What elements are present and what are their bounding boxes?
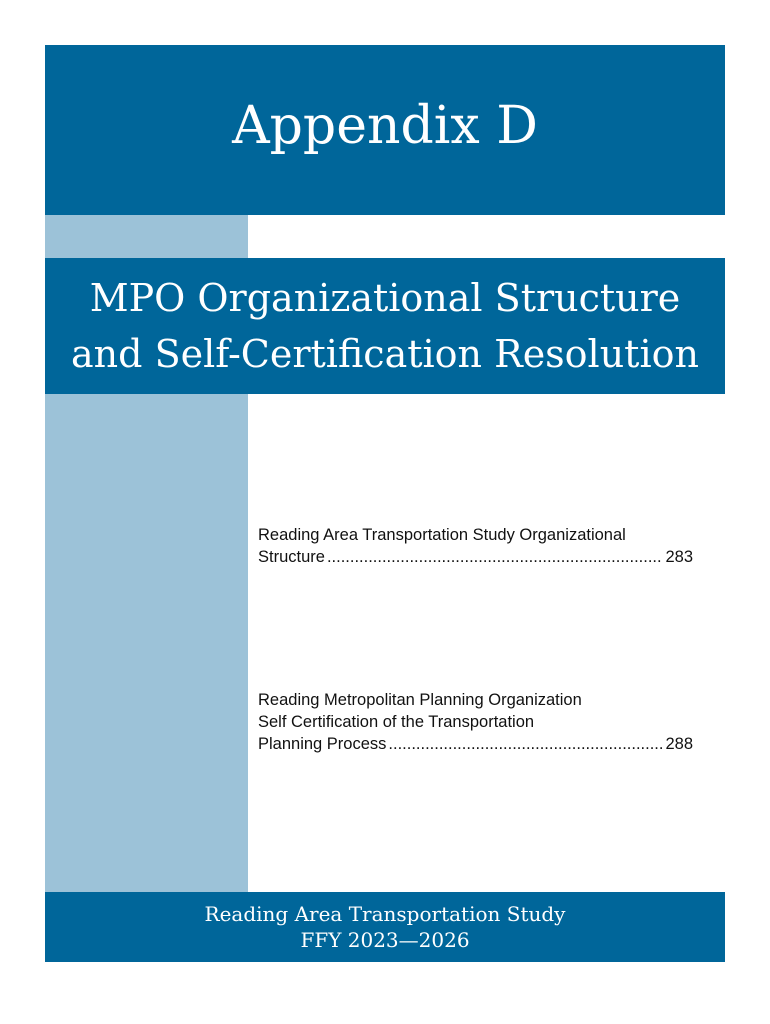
subtitle-banner [45,258,725,394]
subtitle-line-2: and Self-Certification Resolution [71,332,699,376]
toc-entry-final-line [258,546,693,568]
page-title: Appendix D [232,96,538,156]
footer-organization: Reading Area Transportation Study [204,902,566,926]
toc-page-number: 283 [665,548,693,566]
footer-fiscal-years: FFY 2023—2026 [300,928,470,952]
toc-leader-dots [388,733,663,755]
toc-leader-dots [327,546,664,568]
toc-entry-text: Structure [258,548,325,566]
toc-entry-self-certification[interactable] [258,689,693,755]
toc-entry-final-line [258,733,693,755]
title-banner [45,45,725,215]
subtitle-line-1: MPO Organizational Structure [89,276,681,320]
toc-entry-text: Self Certification of the Transportation [258,713,535,731]
footer-banner [45,892,725,962]
toc-entry-text: Reading Area Transportation Study Organizational [258,526,626,544]
toc-page-number: 288 [665,735,693,753]
toc-entry-text: Planning Process [258,735,387,753]
toc-entry-organizational-structure[interactable] [258,524,693,568]
toc-entry-text: Reading Metropolitan Planning Organization [258,691,582,709]
